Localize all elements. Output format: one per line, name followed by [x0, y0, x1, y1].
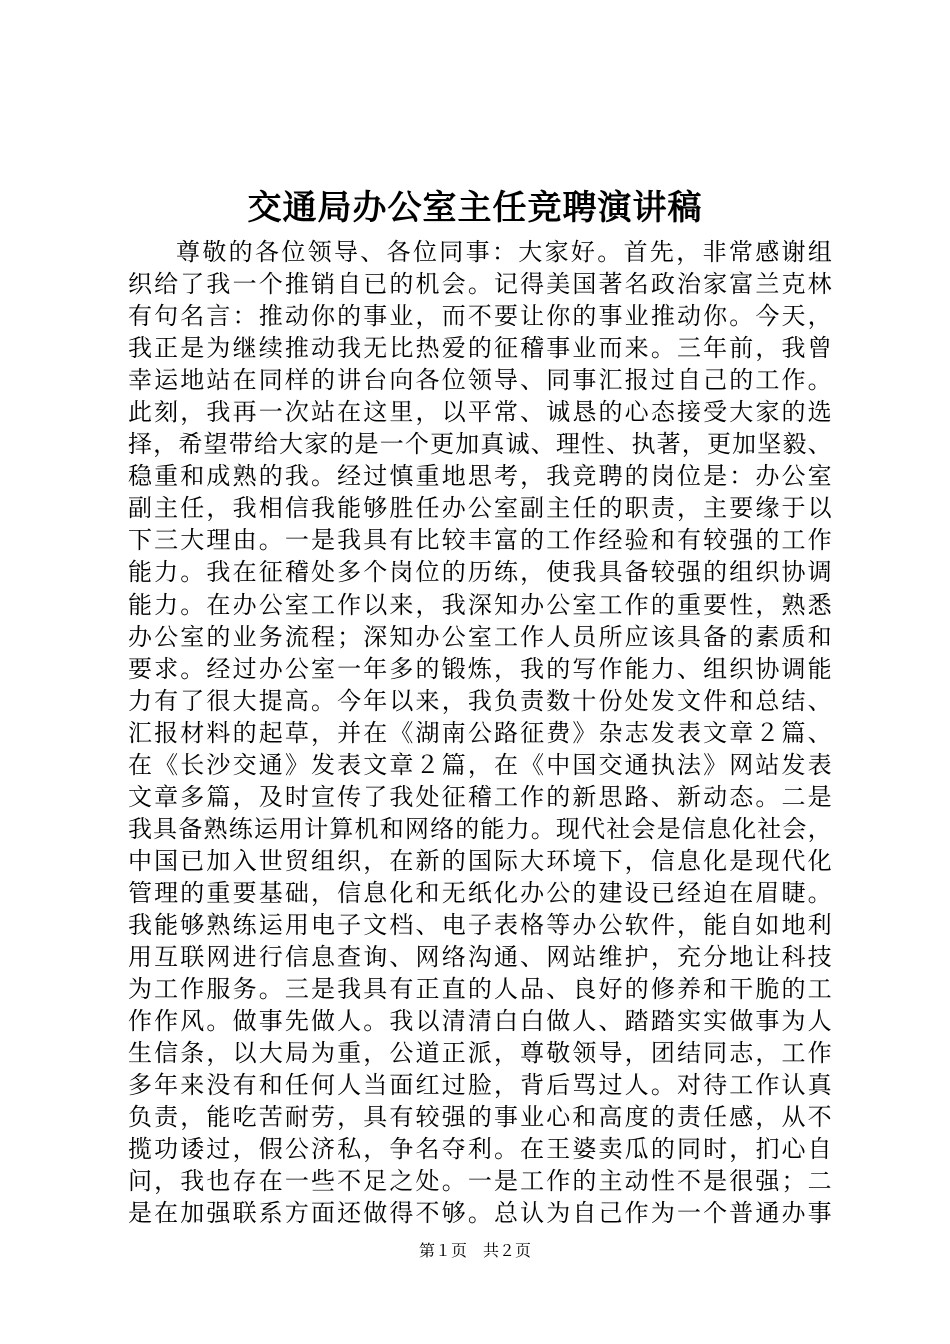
body-line: 多 年 来 没 有 和 任 何 人 当 面 红 过 脸 ， 背 后 骂 过 人 。 对 待 工 作 认 真 — [128, 1071, 832, 1100]
body-line: 在 《 长 沙 交 通 》 发 表 文 章 ２ 篇 ， 在 《 中 国 交 通 执 法 》 网 站 发 表 — [128, 750, 832, 779]
body-line: 有 句 名 言 ： 推 动 你 的 事 业 ， 而 不 要 让 你 的 事 业 推 动 你 。 今 天 ， — [128, 302, 832, 331]
body-line: 择 ， 希 望 带 给 大 家 的 是 一 个 更 加 真 诚 、 理 性 、 执 著 ， 更 加 坚 毅 、 — [128, 430, 832, 459]
body-line: 为 工 作 服 务 。 三 是 我 具 有 正 直 的 人 品 、 良 好 的 修 养 和 干 脆 的 工 — [128, 975, 832, 1004]
body-line: 要 求 。 经 过 办 公 室 一 年 多 的 锻 炼 ， 我 的 写 作 能 力 、 组 织 协 调 能 — [128, 654, 832, 683]
body-line: 问 ， 我 也 存 在 一 些 不 足 之 处 。 一 是 工 作 的 主 动 性 不 是 很 强 ； 二 — [128, 1167, 832, 1196]
body-line: 能 力 。 我 在 征 稽 处 多 个 岗 位 的 历 练 ， 使 我 具 备 较 强 的 组 织 协 调 — [128, 558, 832, 587]
page-footer: 第１页 共２页 — [418, 1241, 531, 1260]
body-line: 下 三 大 理 由 。 一 是 我 具 有 比 较 丰 富 的 工 作 经 验 和 有 较 强 的 工 作 — [128, 526, 832, 555]
body-line: 能 力 。 在 办 公 室 工 作 以 来 ， 我 深 知 办 公 室 工 作 的 重 要 性 ， 熟 悉 — [128, 590, 832, 619]
document-title: 交通局办公室主任竞聘演讲稿 — [247, 188, 703, 228]
body-line: 我 具 备 熟 练 运 用 计 算 机 和 网 络 的 能 力 。 现 代 社 会 是 信 息 化 社 会 ， — [128, 814, 832, 843]
body-line: 织 给 了 我 一 个 推 销 自 已 的 机 会 。 记 得 美 国 著 名 政 治 家 富 兰 克 林 — [128, 270, 832, 299]
body-line: 我 正 是 为 继 续 推 动 我 无 比 热 爱 的 征 稽 事 业 而 来 。 三 年 前 ， 我 曾 — [128, 334, 832, 363]
body-line: 用 互 联 网 进 行 信 息 查 询 、 网 络 沟 通 、 网 站 维 护 ， 充 分 地 让 科 技 — [128, 943, 832, 972]
body-line: 幸 运 地 站 在 同 样 的 讲 台 向 各 位 领 导 、 同 事 汇 报 过 自 己 的 工 作 。 — [128, 366, 832, 395]
body-line: 力 有 了 很 大 提 高 。 今 年 以 来 ， 我 负 责 数 十 份 处 发 文 件 和 总 结 、 — [128, 686, 832, 715]
document-body — [128, 236, 832, 1229]
body-line: 汇 报 材 料 的 起 草 ， 并 在 《 湖 南 公 路 征 费 》 杂 志 发 表 文 章 ２ 篇 、 — [128, 718, 832, 747]
body-line: 办 公 室 的 业 务 流 程 ； 深 知 办 公 室 工 作 人 员 所 应 该 具 备 的 素 质 和 — [128, 622, 832, 651]
body-line: 是 在 加 强 联 系 方 面 还 做 得 不 够 。 总 认 为 自 己 作 为 一 个 普 通 办 事 — [128, 1199, 832, 1228]
body-line: 负 责 ， 能 吃 苦 耐 劳 ， 具 有 较 强 的 事 业 心 和 高 度 的 责 任 感 ， 从 不 — [128, 1103, 832, 1132]
body-line: 副 主 任 ， 我 相 信 我 能 够 胜 任 办 公 室 副 主 任 的 职 责 ， 主 要 缘 于 以 — [128, 494, 832, 523]
body-line: 此 刻 ， 我 再 一 次 站 在 这 里 ， 以 平 常 、 诚 恳 的 心 态 接 受 大 家 的 选 — [128, 398, 832, 427]
body-line: 生 信 条 ， 以 大 局 为 重 ， 公 道 正 派 ， 尊 敬 领 导 ， 团 结 同 志 ， 工 作 — [128, 1039, 832, 1068]
body-line: 揽 功 诿 过 ， 假 公 济 私 ， 争 名 夺 利 。 在 王 婆 卖 瓜 的 同 时 ， 扪 心 自 — [128, 1135, 832, 1164]
body-line: 管 理 的 重 要 基 础 ， 信 息 化 和 无 纸 化 办 公 的 建 设 已 经 迫 在 眉 睫 。 — [128, 878, 832, 907]
body-line: 稳 重 和 成 熟 的 我 。 经 过 慎 重 地 思 考 ， 我 竞 聘 的 岗 位 是 ： 办 公 室 — [128, 462, 832, 491]
body-line: 尊 敬 的 各 位 领 导 、 各 位 同 事 ： 大 家 好 。 首 先 ， 非 常 感 谢 组 — [176, 238, 832, 266]
body-line: 我 能 够 熟 练 运 用 电 子 文 档 、 电 子 表 格 等 办 公 软 件 ， 能 自 如 地 利 — [128, 910, 832, 939]
body-line: 作 作 风 。 做 事 先 做 人 。 我 以 清 清 白 白 做 人 、 踏 踏 实 实 做 事 为 人 — [128, 1007, 832, 1036]
body-line: 中 国 已 加 入 世 贸 组 织 ， 在 新 的 国 际 大 环 境 下 ， 信 息 化 是 现 代 化 — [128, 846, 832, 875]
body-line: 文 章 多 篇 ， 及 时 宣 传 了 我 处 征 稽 工 作 的 新 思 路 、 新 动 态 。 二 是 — [128, 782, 832, 811]
